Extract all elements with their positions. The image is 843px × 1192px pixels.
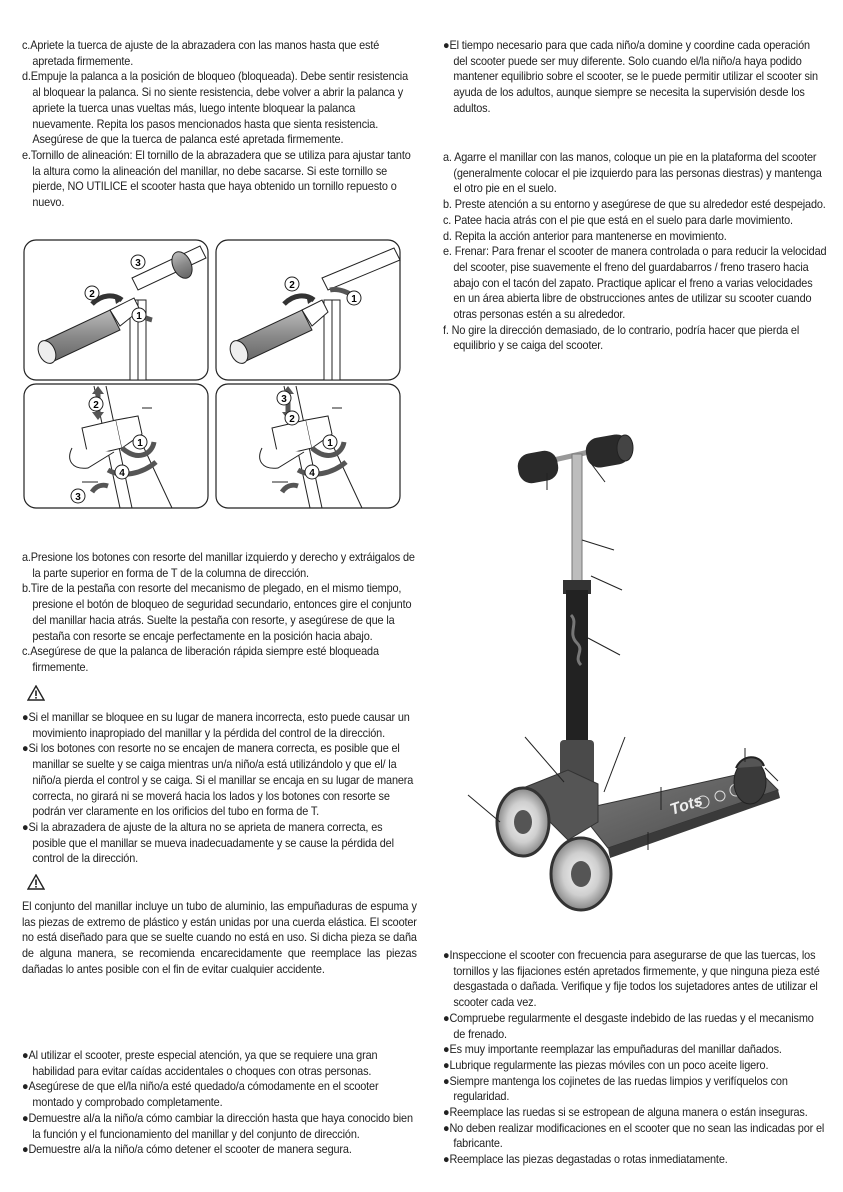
usage-item: ●Asegúrese de que el/la niño/a esté quedado/a cómodamente en el scooter montado y comprobado completamente. <box>22 1080 379 1110</box>
step-d-lever-lock: d.Empuje la palanca a la posición de bloqueo (bloqueada). Debe sentir resistencia al bloquear la palanca. Si no siente resistencia, debe volver a abrir la palanca y apriete la tuerca unas vueltas más, luego intente bloquear la palanca nuevamente. Repita los pasos mencionados hasta que sienta resistencia. Asegúrese de que la tuerca de palanca esté apretada firmemente. <box>22 70 409 147</box>
right-bottom-text <box>443 948 827 1168</box>
left-bottom-text <box>22 1048 417 1158</box>
svg-text:3: 3 <box>135 258 141 269</box>
maintenance-item: ●Es muy importante reemplazar las empuñaduras del manillar dañados. <box>443 1043 782 1057</box>
svg-text:2: 2 <box>289 414 295 425</box>
handlebar-insert-diagram-a <box>35 246 206 380</box>
maintenance-item: ●Compruebe regularmente el desgaste indebido de las ruedas y el mecanismo de frenado. <box>443 1011 814 1041</box>
scooter-illustration <box>458 430 808 915</box>
svg-text:1: 1 <box>327 438 333 449</box>
step-c-clamp-nut: c.Apriete la tuerca de ajuste de la abrazadera con las manos hasta que esté apretada firmemente. <box>22 39 380 68</box>
handlebar-paragraph: El conjunto del manillar incluye un tubo de aluminio, las empuñaduras de espuma y las piezas de extremo de plástico y están unidas por una cuerda elástica. El scooter no está diseñado para que se suelte cuando no está en uso. Si dicha pieza se daña de alguna manera, se recomienda encarecidamente que reemplace las piezas dañadas lo antes posible con el fin de evitar cualquier accidente. <box>22 900 417 976</box>
folding-clamp-diagram-a <box>70 386 172 508</box>
riding-step-e-brake: e. Frenar: Para frenar el scooter de manera controlada o para reducir la velocidad del scooter, pise suavemente el freno del guardabarros / freno trasero hacia abajo con el tacón del zapato. Practique aplicar el freno a varias velocidades en un área abierta libre de obstrucciones antes de utilizar su scooter cuando otras personas estén a su alrededor. <box>443 245 827 322</box>
step-b-fold-mechanism: b.Tire de la pestaña con resorte del mecanismo de plegado, en el mismo tiempo, presione el botón de bloqueo de seguridad secundario, entonces gire el conjunto del manillar hacia atrás. Suelte la pestaña con resorte, y asegúrese de que la pestaña con resorte se encaje perfectamente en la posición hacia abajo. <box>22 582 412 643</box>
riding-step-b: b. Preste atención a su entorno y asegúrese de que su alrededor esté despejado. <box>443 198 826 212</box>
steering-column <box>560 454 594 786</box>
left-warnings <box>22 710 417 867</box>
maintenance-item: ●Reemplace las ruedas si se estropean de alguna manera o están inseguras. <box>443 1106 808 1120</box>
left-top-text <box>22 38 417 211</box>
warning-icon <box>27 685 45 701</box>
front-right-wheel <box>551 838 611 910</box>
svg-text:1: 1 <box>136 311 142 322</box>
maintenance-item: ●Reemplace las piezas degastadas o rotas inmediatamente. <box>443 1153 728 1167</box>
svg-text:2: 2 <box>89 289 95 300</box>
riding-step-d: d. Repita la acción anterior para mantenerse en movimiento. <box>443 229 727 243</box>
handlebar-insert-diagram-b <box>227 248 400 380</box>
riding-step-a: a. Agarre el manillar con las manos, coloque un pie en la plataforma del scooter (generalmente colocar el pie izquierdo para las personas diestras) y mantenga el otro pie en el suelo. <box>443 151 822 196</box>
svg-text:3: 3 <box>281 394 287 405</box>
maintenance-item: ●Siempre mantenga los cojinetes de las ruedas limpios y verifíquelos con regularidad. <box>443 1074 788 1104</box>
rear-wheel <box>734 757 766 804</box>
front-left-wheel <box>497 788 549 856</box>
svg-text:1: 1 <box>137 438 143 449</box>
maintenance-item: ●Inspeccione el scooter con frecuencia para asegurarse de que las tuercas, los tornillos y las fijaciones estén apretados firmemente, y que ninguna pieza esté desgastada o dañada. Verifique y fije todos los sujetadores antes de utilizar el scooter cada vez. <box>443 949 820 1010</box>
usage-item: ●Al utilizar el scooter, preste especial atención, ya que se requiere una gran habilidad para evitar caídas accidentales o choques con otras personas. <box>22 1049 378 1078</box>
usage-item: ●Demuestre al/a la niño/a cómo cambiar la dirección hasta que haya conocido bien la función y el funcionamiento del manillar y del conjunto de dirección. <box>22 1111 413 1141</box>
maintenance-item: ●Lubrique regularmente las piezas móviles con un poco aceite ligero. <box>443 1058 769 1072</box>
warning-item: ●Si la abrazadera de ajuste de la altura no se aprieta de manera correcta, es posible que el manillar se mueva inadecuadamente y se cause la pérdida del control de la dirección. <box>22 820 394 866</box>
right-mid-text <box>443 150 827 354</box>
folding-clamp-diagram-b <box>260 386 362 508</box>
svg-text:2: 2 <box>93 400 99 411</box>
svg-text:3: 3 <box>75 492 81 503</box>
riding-step-c: c. Patee hacia atrás con el pie que está en el suelo para darle movimiento. <box>443 213 793 227</box>
left-mid-text <box>22 550 417 676</box>
warning-item: ●Si el manillar se bloquee en su lugar de manera incorrecta, esto puede causar un movimiento inapropiado del manillar y la pérdida del control de la dirección. <box>22 711 410 740</box>
usage-item: ●Demuestre al/a la niño/a cómo detener el scooter de manera segura. <box>22 1143 352 1157</box>
supervision-note: ●El tiempo necesario para que cada niño/a domine y coordine cada operación del scooter puede ser muy diferente. Solo cuando el/la niño/a haya podido mantener equilibrio sobre el scooter, se le puede permitir utilizar el scooter sin ayuda de los adultos, aunque siempre se necesita la supervisión desde los adultos. <box>443 39 818 115</box>
warning-icon <box>27 874 45 890</box>
step-c-quick-release: c.Asegúrese de que la palanca de liberación rápida siempre esté bloqueada firmemente. <box>22 645 379 674</box>
step-a-remove-handlebar: a.Presione los botones con resorte del manillar izquierdo y derecho y extráigalos de la parte superior en forma de T de la columna de dirección. <box>22 551 415 580</box>
maintenance-item: ●No deben realizar modificaciones en el scooter que no sean las indicadas por el fabricante. <box>443 1121 825 1151</box>
step-e-alignment-screw: e.Tornillo de alineación: El tornillo de la abrazadera que se utiliza para ajustar tanto la altura como la alineación del manillar, no debe sacarse. Si este tornillo se pierde, NO UTILICE el scooter hasta que haya obtenido un tornillo repuesto o nuevo. <box>22 148 411 210</box>
handlebar-assembly-note <box>22 899 417 978</box>
warning-item: ●Si los botones con resorte no se encajen de manera correcta, es posible que el manillar se suelte y se caiga mientras un/a niño/a está utilizándolo y que el/ la niño/a pierda el control y se caiga. Si el manillar se encaja en su lugar de manera correcta, no girará ni se moverá hacia los lados y los botones con resorte se podrán ver claramente en los orificios del tubo en forma de T. <box>22 742 414 819</box>
assembly-diagrams <box>22 238 420 513</box>
riding-step-f: f. No gire la dirección demasiado, de lo contrario, podría hacer que pierda el equilibrio y se caiga del scooter. <box>443 323 800 353</box>
svg-text:4: 4 <box>309 468 315 479</box>
svg-text:2: 2 <box>289 280 295 291</box>
right-top-text <box>443 38 827 117</box>
svg-text:1: 1 <box>351 294 357 305</box>
svg-text:4: 4 <box>119 468 125 479</box>
deck-brand-logo: Tots <box>667 792 705 819</box>
